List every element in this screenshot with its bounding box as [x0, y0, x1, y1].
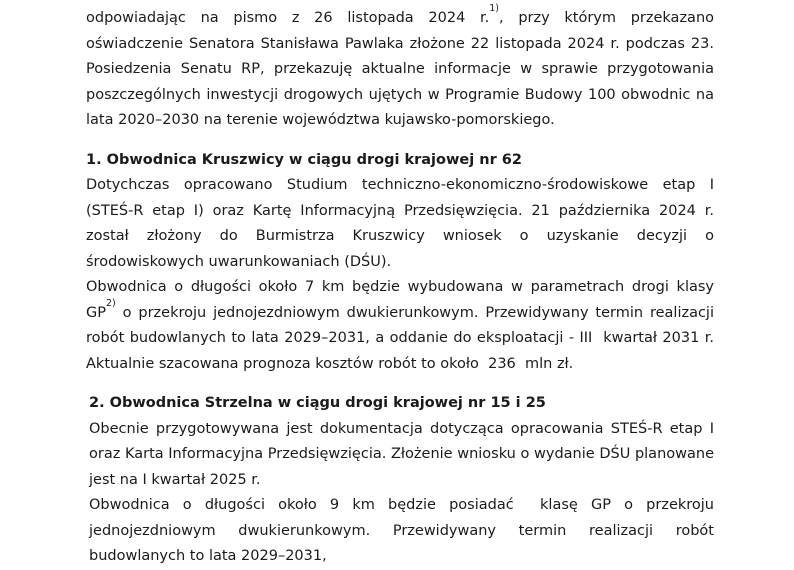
section-1-paragraph-1: Dotychczas opracowano Studium techniczno-ekonomiczno-środowiskowe etap I (STEŚ-R etap I) oraz Kartę Informacyjną Przedsięwzięcia. 21 października 2024 r. został złożony do Burmistrza Kruszwicy wniosek o uzyskanie decyzji o środowiskowych uwarunkowaniach (DŚU).	[86, 177, 719, 270]
footnote-ref-2: 2)	[105, 297, 116, 309]
section-2-heading: 2. Obwodnica Strzelna w ciągu drogi krajowej nr 15 i 25	[89, 395, 546, 411]
section-1-paragraph-2-after-footnote: o przekroju jednojezdniowym dwukierunkowym. Przewidywany termin realizacji robót budowlanych to lata 2029–2031, a oddanie do eksploatacji - III kwartał 2031 r. Aktualnie szacowana prognoza kosztów robót to około 236 mln zł.	[86, 304, 719, 372]
section-1	[86, 148, 719, 378]
section-2	[89, 391, 719, 570]
section-2-paragraph-1: Obecnie przygotowywana jest dokumentacja dotycząca opracowania STEŚ-R etap I oraz Karta Informacyjna Przedsięwzięcia. Złożenie wniosku o wydanie DŚU planowane jest na I kwartał 2025 r.	[89, 420, 719, 488]
intro-paragraph	[86, 3, 719, 134]
section-1-heading: 1. Obwodnica Kruszwicy w ciągu drogi krajowej nr 62	[86, 151, 522, 168]
document-page	[86, 3, 719, 570]
section-1-paragraph-2-before-footnote: Obwodnica o długości około 7 km będzie wybudowana w parametrach drogi klasy GP	[86, 279, 719, 321]
section-2-paragraph-2: Obwodnica o długości około 9 km będzie posiadać klasę GP o przekroju jednojezdniowym dwukierunkowym. Przewidywany termin realizacji robót budowlanych to lata 2029–2031,	[89, 497, 719, 564]
intro-text-before-footnote: odpowiadając na pismo z 26 listopada 2024 r.	[86, 10, 490, 26]
section-1-paragraph-2	[86, 275, 719, 377]
intro-text-after-footnote: , przy którym przekazano oświadczenie Senatora Stanisława Pawlaka złożone 22 listopada 2024 r. podczas 23. Posiedzenia Senatu RP, przekazuję aktualne informacje w sprawie przygotowania poszczególnych inwestycji drogowych ujętych w Programie Budowy 100 obwodnic na lata 2020–2030 na terenie województwa kujawsko-pomorskiego.	[86, 10, 719, 128]
footnote-ref-1: 1)	[489, 3, 500, 15]
